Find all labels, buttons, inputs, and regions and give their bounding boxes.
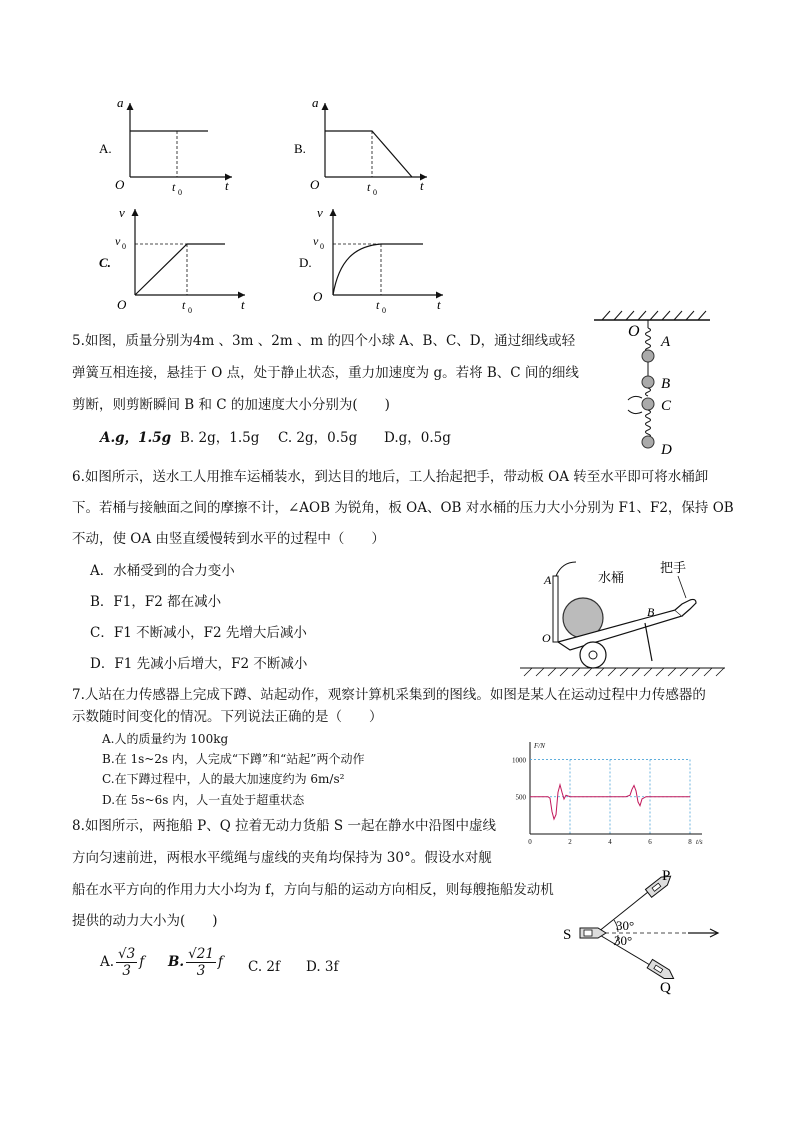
q6-cart-figure [520, 558, 730, 680]
svg-text:0: 0 [188, 306, 192, 315]
q6-handle-label: 把手 [660, 560, 687, 575]
svg-text:t: t [420, 178, 424, 193]
graph-b-label: B. [294, 141, 306, 156]
graph-a-axis-x: t [225, 178, 229, 193]
q5-spring-figure [588, 308, 718, 458]
chart-y-axis-label: F/N [534, 742, 545, 750]
graph-c [99, 205, 245, 315]
q7-line1: 7.人站在力传感器上完成下蹲、站起动作，观察计算机采集到的图线。如图是某人在运动过程中力传感器的 [72, 687, 706, 703]
q6-line1: 6.如图所示，送水工人用推车运桶装水，到达目的地后，工人抬起把手，带动板 OA 转至水平即可将水桶卸 [72, 469, 709, 485]
q5-line2: 弹簧互相连接，悬挂于 O 点，处于静止状态，重力加速度为 g。若将 B、C 间的细线 [72, 365, 579, 381]
q8-line2: 方向匀速前进，两根水平缆绳与虚线的夹角均保持为 30°。假设水对舰 [72, 850, 492, 866]
svg-text:S: S [563, 927, 572, 943]
chart-y-tick-label: 1000 [512, 756, 526, 765]
svg-text:O: O [542, 631, 551, 645]
svg-text:D: D [661, 442, 672, 458]
svg-text:0: 0 [382, 306, 386, 315]
svg-text:t: t [367, 180, 371, 194]
chart-series-line [530, 785, 690, 819]
svg-text:30°: 30° [616, 918, 635, 933]
svg-text:30°: 30° [614, 933, 633, 948]
svg-text:C: C [661, 398, 672, 414]
q7-line2: 示数随时间变化的情况。下列说法正确的是（ ） [72, 709, 383, 725]
q7-option-d: D.在 5s~6s 内，人一直处于超重状态 [102, 793, 305, 807]
graph-a-origin: O [115, 177, 125, 192]
svg-text:A: A [661, 334, 671, 350]
q5-label-o: O [628, 323, 640, 340]
q5-line1: 5.如图，质量分别为4m 、3m 、2m 、m 的四个小球 A、B、C、D，通过细线或轻 [72, 333, 576, 349]
svg-text:P: P [662, 868, 671, 884]
svg-text:t: t [376, 298, 380, 312]
chart-x-tick-label: 4 [608, 838, 612, 846]
svg-text:0: 0 [178, 188, 182, 197]
q8-option-a: A. $\frac{√3}{3}$ f [100, 946, 145, 979]
svg-text:a: a [312, 95, 319, 110]
q7-force-chart [500, 738, 712, 856]
graph-a-label: A. [99, 141, 112, 156]
svg-text:O: O [310, 177, 320, 192]
svg-text:t: t [182, 298, 186, 312]
svg-text:0: 0 [122, 242, 126, 251]
graph-c-label: C. [99, 255, 111, 270]
q6-line3: 不动，使 OA 由竖直缓慢转到水平的过程中（ ） [72, 531, 385, 547]
q5-option-d: D.g，0.5g [384, 430, 451, 446]
svg-text:B: B [661, 376, 671, 392]
q8-line3: 船在水平方向的作用力大小均为 f，方向与船的运动方向相反，则每艘拖船发动机 [72, 882, 554, 898]
graph-a-t0: t [172, 180, 176, 194]
q7-option-b: B.在 1s~2s 内，人完成“下蹲”和“站起”两个动作 [102, 752, 365, 766]
chart-y-tick-label: 500 [515, 793, 526, 802]
q6-option-b: B．F1，F2 都在减小 [90, 594, 222, 610]
q8-option-b: B. $\frac{√21}{3}$ f [168, 946, 223, 979]
q5-line3: 剪断，则剪断瞬间 B 和 C 的加速度大小分别为( ) [72, 397, 390, 413]
svg-text:t: t [437, 297, 441, 312]
graph-a-axis-y: a [117, 95, 124, 110]
chart-x-tick-label: 8 [688, 838, 692, 846]
svg-text:O: O [117, 297, 127, 312]
svg-text:A: A [544, 573, 552, 587]
q6-option-d: D．F1 先减小后增大，F2 不断减小 [90, 656, 308, 672]
chart-x-tick-label: 2 [568, 838, 572, 846]
q8-line4: 提供的动力大小为( ) [72, 913, 218, 929]
svg-text:t: t [241, 297, 245, 312]
svg-text:0: 0 [320, 242, 324, 251]
q5-option-a: A.g，1.5g [100, 430, 172, 446]
svg-text:v: v [115, 234, 121, 248]
graph-d-label: D. [299, 255, 312, 270]
q5-option-c: C. 2g，0.5g [278, 430, 358, 446]
chart-x-tick-label: 0 [528, 838, 532, 846]
q8-line1: 8.如图所示，两拖船 P、Q 拉着无动力货船 S 一起在静水中沿图中虚线 [72, 818, 496, 834]
svg-text:O: O [313, 289, 323, 304]
svg-text:v: v [317, 205, 323, 220]
q8-option-c: C. 2f [248, 959, 281, 975]
q6-bucket-label: 水桶 [598, 570, 625, 585]
q6-line2: 下。若桶与接触面之间的摩擦不计，∠AOB 为锐角，板 OA、OB 对水桶的压力大小分别为 F1、F2，保持 OB [72, 500, 734, 516]
q6-option-a: A．水桶受到的合力变小 [90, 563, 235, 579]
svg-text:Q: Q [660, 980, 671, 996]
svg-text:B: B [647, 605, 655, 619]
graphs-abcd [95, 95, 455, 320]
q5-option-b: B. 2g，1.5g [180, 430, 260, 446]
chart-x-tick-label: 6 [648, 838, 652, 846]
graph-b [294, 95, 427, 197]
chart-x-axis-label: t/s [696, 838, 703, 846]
q7-option-c: C.在下蹲过程中，人的最大加速度约为 6m/s² [102, 772, 345, 786]
q6-option-c: C．F1 不断减小，F2 先增大后减小 [90, 625, 307, 641]
svg-text:v: v [313, 234, 319, 248]
q7-option-a: A.人的质量约为 100kg [102, 732, 229, 746]
q8-option-d: D. 3f [306, 959, 339, 975]
svg-text:0: 0 [373, 188, 377, 197]
svg-text:v: v [119, 205, 125, 220]
graph-d [299, 205, 443, 315]
graph-a [99, 95, 232, 197]
q8-boats-figure [558, 866, 723, 996]
